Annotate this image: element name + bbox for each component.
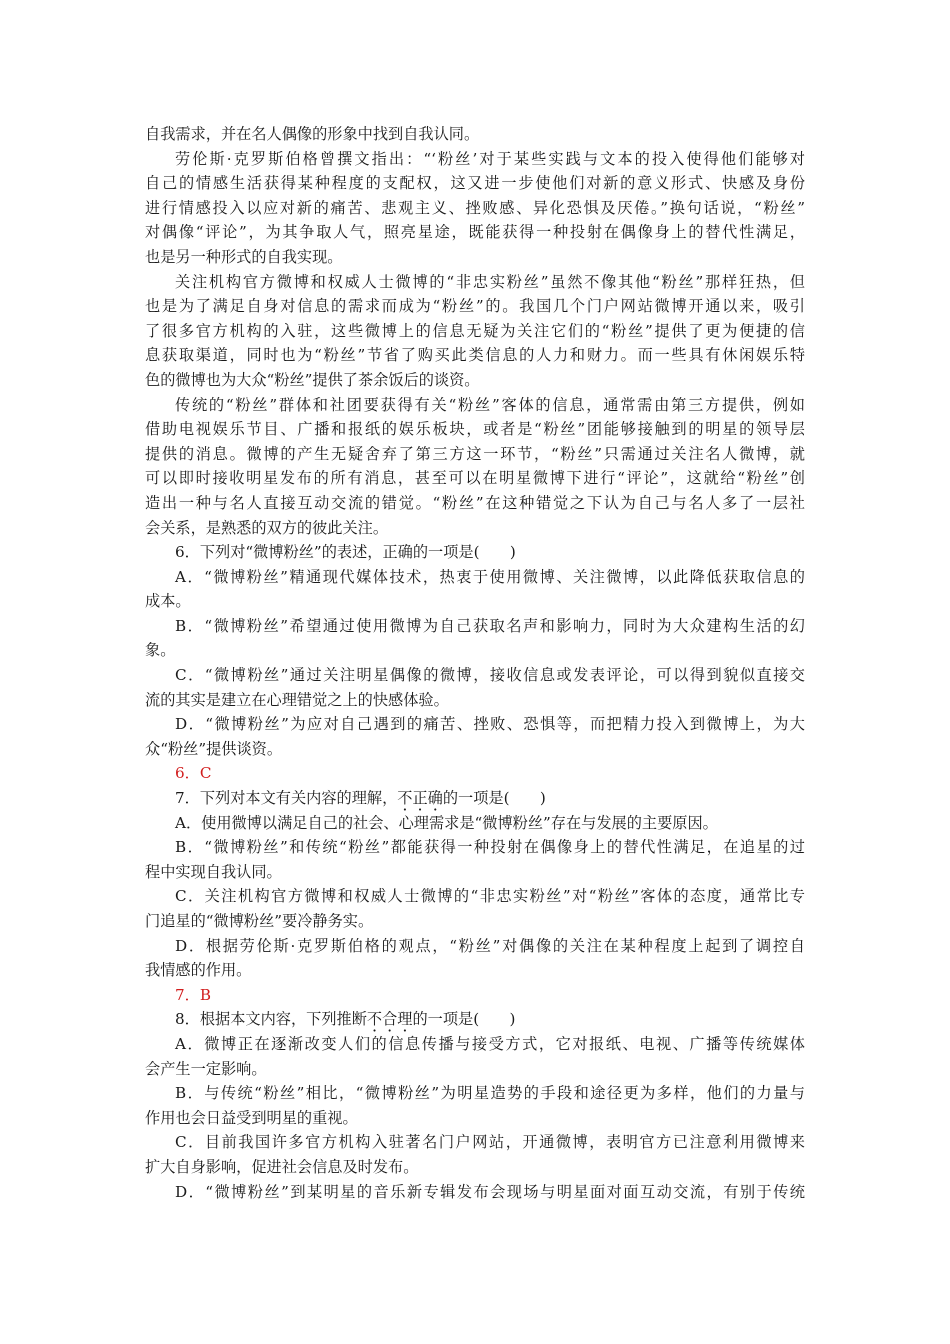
question-8-option-b-cont: 作用也会日益受到明星的重视。 bbox=[145, 1108, 358, 1127]
emphasis-char: 正 bbox=[412, 789, 428, 808]
text-line: 劳伦斯·克罗斯伯格曾撰文指出：“‘粉丝’对于某些实践与文本的投入使得他们能够对 bbox=[175, 149, 805, 168]
emphasis-char: 不 bbox=[366, 1010, 383, 1029]
question-6-option-d: D．“微博粉丝”为应对自己遇到的痛苦、挫败、恐惧等，而把精力投入到微博上，为大 bbox=[175, 715, 805, 734]
question-6-option-a-cont: 成本。 bbox=[145, 592, 191, 611]
question-7-stem bbox=[145, 786, 805, 811]
question-6-stem: 6．下列对“微博粉丝”的表述，正确的一项是( ) bbox=[175, 543, 516, 562]
question-6-option-b: B．“微博粉丝”希望通过使用微博为自己获取名声和影响力，同时为大众建构生活的幻 bbox=[175, 616, 805, 635]
text-line: 也是另一种形式的自我实现。 bbox=[145, 247, 343, 266]
question-8-option-c-cont: 扩大自身影响，促进社会信息及时发布。 bbox=[145, 1157, 419, 1176]
question-7-stem-post: 的一项是( ) bbox=[442, 789, 546, 808]
text-line: 进行情感投入以应对新的痛苦、悲观主义、挫败感、异化恐惧及厌倦。”换句话说，“粉丝” bbox=[145, 198, 805, 217]
question-6-option-d-cont: 众“粉丝”提供谈资。 bbox=[145, 739, 283, 758]
answer-6: 6．C bbox=[175, 764, 212, 783]
emphasis-char: 确 bbox=[427, 789, 443, 808]
text-line: 了很多官方机构的入驻，这些微博上的信息无疑为关注它们的“粉丝”提供了更为便捷的信 bbox=[145, 321, 805, 340]
text-line: 借助电视娱乐节目、广播和报纸的娱乐板块，或者是“粉丝”团能够接触到的明星的领导层 bbox=[145, 420, 805, 439]
text-line: 也是为了满足自身对信息的需求而成为“粉丝”的。我国几个门户网站微博开通以来，吸引 bbox=[145, 297, 805, 316]
question-7-option-c: C．关注机构官方微博和权威人士微博的“非忠实粉丝”对“粉丝”客体的态度，通常比专 bbox=[175, 887, 805, 906]
emphasis-char: 合 bbox=[382, 1010, 398, 1029]
question-8-stem-pre: 8．根据本文内容，下列推断 bbox=[175, 1010, 367, 1029]
question-7-option-b-cont: 程中实现自我认同。 bbox=[145, 862, 282, 881]
text-line: 关注机构官方微博和权威人士微博的“非忠实粉丝”虽然不像其他“粉丝”那样狂热，但 bbox=[175, 272, 805, 291]
text-line: 对偶像“评论”，为其争取人气，照亮星途，既能获得一种投射在偶像身上的替代性满足， bbox=[145, 223, 805, 242]
question-7-option-b: B．“微博粉丝”和传统“粉丝”都能获得一种投射在偶像身上的替代性满足，在追星的过 bbox=[175, 838, 805, 857]
question-8-stem-post: 的一项是( ) bbox=[412, 1010, 516, 1029]
text-line: 会关系，是熟悉的双方的彼此关注。 bbox=[145, 518, 388, 537]
emphasis-char: 不 bbox=[397, 789, 413, 808]
question-6-option-b-cont: 象。 bbox=[145, 641, 176, 660]
question-8-option-d: D．“微博粉丝”到某明星的音乐新专辑发布会现场与明星面对面互动交流，有别于传统 bbox=[175, 1182, 805, 1201]
text-line: 自我需求，并在名人偶像的形象中找到自我认同。 bbox=[145, 125, 480, 143]
question-7-option-a: A．使用微博以满足自己的社会、心理需求是“微博粉丝”存在与发展的主要原因。 bbox=[175, 813, 718, 832]
text-line: 息获取渠道，同时也为“粉丝”节省了购买此类信息的人力和财力。而一些具有休闲娱乐特 bbox=[145, 346, 805, 365]
question-7-stem-pre: 7．下列对本文有关内容的理解， bbox=[175, 789, 398, 808]
question-6-option-c-cont: 流的其实是建立在心理错觉之上的快感体验。 bbox=[145, 690, 449, 709]
text-line: 可以即时接收明星发布的所有消息，甚至可以在明星微博下进行“评论”，这就给“粉丝”创 bbox=[145, 469, 805, 488]
question-6-option-c: C．“微博粉丝”通过关注明星偶像的微博，接收信息或发表评论，可以得到貌似直接交 bbox=[175, 666, 805, 685]
question-8-option-b: B．与传统“粉丝”相比，“微博粉丝”为明星造势的手段和途径更为多样，他们的力量与 bbox=[175, 1084, 805, 1103]
answer-7: 7．B bbox=[175, 985, 212, 1004]
text-line: 传统的“粉丝”群体和社团要获得有关“粉丝”客体的信息，通常需由第三方提供，例如 bbox=[175, 395, 805, 414]
question-7-option-d-cont: 我情感的作用。 bbox=[145, 961, 252, 980]
question-7-option-d: D．根据劳伦斯·克罗斯伯格的观点，“粉丝”对偶像的关注在某种程度上起到了调控自 bbox=[175, 936, 805, 955]
text-line: 提供的消息。微博的产生无疑舍弃了第三方这一环节，“粉丝”只需通过关注名人微博，就 bbox=[145, 444, 805, 463]
emphasis-char: 理 bbox=[397, 1010, 413, 1029]
text-line: 造出一种与名人直接互动交流的错觉。“粉丝”在这种错觉之下认为自己与名人多了一层社 bbox=[145, 493, 805, 512]
question-7-option-c-cont: 门追星的“微博粉丝”要冷静务实。 bbox=[145, 912, 374, 930]
text-line: 色的微博也为大众“粉丝”提供了茶余饭后的谈资。 bbox=[145, 370, 480, 389]
document-page bbox=[145, 122, 805, 1204]
question-8-stem bbox=[145, 1007, 805, 1032]
question-8-option-a: A．微博正在逐渐改变人们的信息传播与接受方式，它对报纸、电视、广播等传统媒体 bbox=[175, 1034, 805, 1053]
text-line: 自己的情感生活获得某种程度的支配权，这又进一步使他们对新的意义形式、快感及身份 bbox=[145, 174, 805, 193]
question-8-option-a-cont: 会产生一定影响。 bbox=[145, 1059, 267, 1078]
question-8-option-c: C．目前我国许多官方机构入驻著名门户网站，开通微博，表明官方已注意利用微博来 bbox=[175, 1133, 805, 1152]
question-6-option-a: A．“微博粉丝”精通现代媒体技术，热衷于使用微博、关注微博，以此降低获取信息的 bbox=[175, 567, 805, 586]
